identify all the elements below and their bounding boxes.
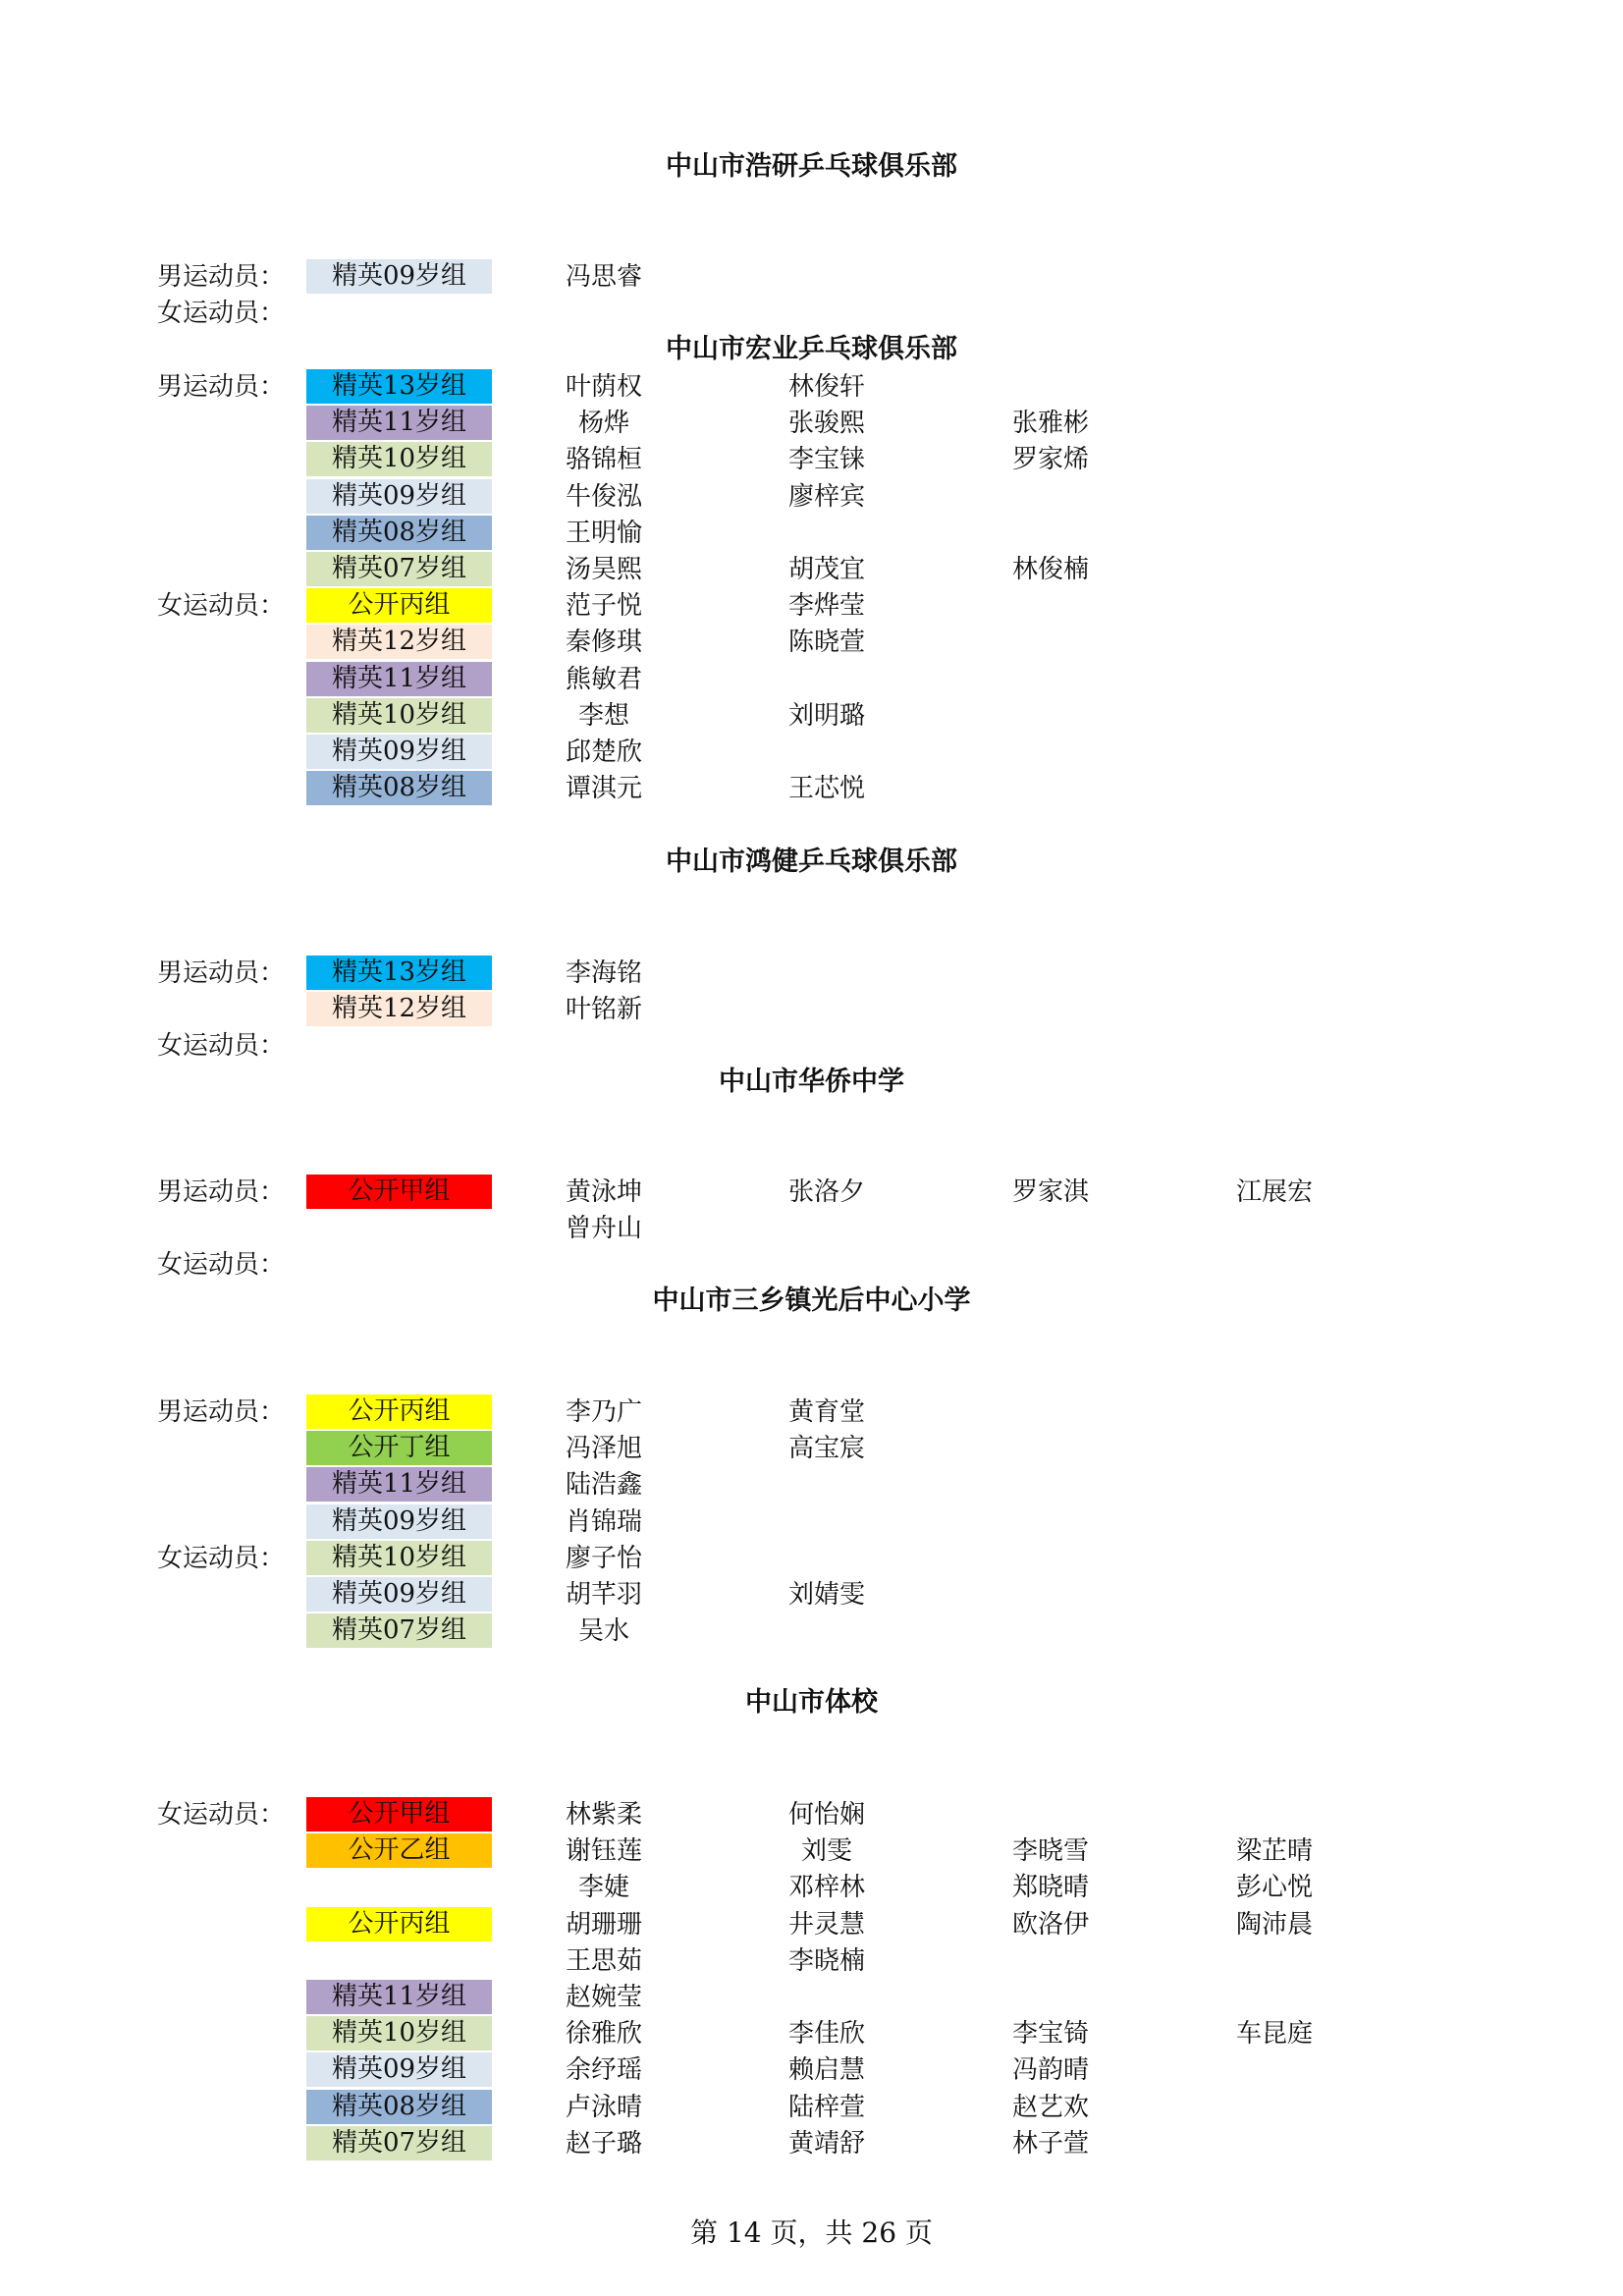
roster-row: [0, 1504, 1623, 1541]
roster-row: [0, 735, 1623, 771]
group-badge: 精英09岁组: [306, 1577, 492, 1612]
roster-row: [0, 259, 1623, 296]
athlete-name: 林紫柔: [565, 1800, 642, 1830]
group-badge: 精英13岁组: [306, 956, 492, 990]
athlete-name: 李晓楠: [787, 1946, 865, 1976]
athlete-name: 陆梓萱: [787, 2093, 865, 2122]
athlete-name: 徐雅欣: [565, 2019, 642, 2049]
group-badge: [306, 1247, 492, 1282]
gender-label: 男运动员：: [157, 262, 286, 292]
athlete-name: 彭心悦: [1235, 1873, 1313, 1902]
page-footer: 第 14 页，共 26 页: [690, 2216, 933, 2249]
club-title: 中山市华侨中学: [719, 1066, 904, 1097]
athlete-name: 李海铭: [565, 958, 642, 988]
gender-label: 男运动员：: [157, 1397, 286, 1427]
group-badge: 公开丙组: [306, 1907, 492, 1941]
club-title: 中山市体校: [745, 1687, 878, 1718]
roster-row: [0, 956, 1623, 992]
athlete-name: 熊敏君: [565, 665, 642, 694]
athlete-name: 李想: [577, 701, 629, 731]
athlete-name: 范子悦: [565, 591, 642, 621]
athlete-name: 胡芊羽: [565, 1580, 642, 1610]
athlete-name: 胡茂宜: [787, 555, 865, 584]
athlete-name: 卢泳晴: [565, 2093, 642, 2122]
athlete-name: 谭淇元: [565, 774, 642, 803]
athlete-name: 冯泽旭: [565, 1434, 642, 1463]
roster-row: [0, 1175, 1623, 1211]
athlete-name: 李婕: [577, 1873, 629, 1902]
athlete-name: 欧洛伊: [1011, 1910, 1089, 1940]
group-badge: 精英09岁组: [306, 1504, 492, 1539]
group-badge: [306, 296, 492, 330]
athlete-name: 陶沛晨: [1235, 1910, 1313, 1940]
athlete-name: 张洛夕: [787, 1177, 865, 1207]
athlete-name: 张雅彬: [1011, 409, 1089, 438]
group-badge: 公开丁组: [306, 1431, 492, 1465]
athlete-name: 廖梓宾: [787, 482, 865, 512]
athlete-name: 李晓雪: [1011, 1836, 1089, 1866]
roster-row: [0, 1907, 1623, 1943]
group-badge: 精英08岁组: [306, 771, 492, 805]
group-badge: 精英09岁组: [306, 479, 492, 514]
roster-row: [0, 442, 1623, 478]
group-badge: 精英10岁组: [306, 2016, 492, 2050]
club-title: 中山市宏业乒乓球俱乐部: [666, 334, 957, 364]
club-title: 中山市浩研乒乓球俱乐部: [666, 151, 957, 182]
athlete-name: 李宝锜: [1011, 2019, 1089, 2049]
athlete-name: 秦修琪: [565, 628, 642, 657]
athlete-name: 骆锦桓: [565, 445, 642, 474]
athlete-name: 刘明璐: [787, 701, 865, 731]
roster-row: [0, 992, 1623, 1028]
group-badge: 精英10岁组: [306, 698, 492, 733]
athlete-name: 谢钰莲: [565, 1836, 642, 1866]
gender-label: 男运动员：: [157, 958, 286, 988]
group-badge: 精英11岁组: [306, 1467, 492, 1502]
group-badge: 精英07岁组: [306, 2126, 492, 2160]
athlete-name: 黄育堂: [787, 1397, 865, 1427]
group-badge: 公开甲组: [306, 1175, 492, 1209]
group-badge: 精英10岁组: [306, 1541, 492, 1575]
roster-row: [0, 1247, 1623, 1284]
group-badge: 精英11岁组: [306, 662, 492, 696]
roster-row: [0, 2126, 1623, 2162]
roster-row: [0, 516, 1623, 552]
athlete-name: 陈晓萱: [787, 628, 865, 657]
athlete-name: 肖锦瑞: [565, 1507, 642, 1537]
athlete-name: 余纾瑶: [565, 2055, 642, 2085]
gender-label: 女运动员：: [157, 299, 286, 328]
roster-row: [0, 1613, 1623, 1650]
group-badge: 精英07岁组: [306, 1613, 492, 1648]
athlete-name: 井灵慧: [787, 1910, 865, 1940]
athlete-name: 杨烨: [577, 409, 629, 438]
roster-row: [0, 1577, 1623, 1613]
roster-row: [0, 625, 1623, 661]
group-badge: [306, 1211, 492, 1245]
roster-row: [0, 1833, 1623, 1870]
gender-label: 女运动员：: [157, 1031, 286, 1061]
athlete-name: 叶铭新: [565, 995, 642, 1024]
athlete-name: 江展宏: [1235, 1177, 1313, 1207]
roster-row: [0, 479, 1623, 516]
athlete-name: 李佳欣: [787, 2019, 865, 2049]
roster-row: [0, 552, 1623, 588]
athlete-name: 邱楚欣: [565, 738, 642, 767]
athlete-name: 陆浩鑫: [565, 1470, 642, 1500]
athlete-name: 张骏熙: [787, 409, 865, 438]
roster-row: [0, 1541, 1623, 1577]
group-badge: 精英10岁组: [306, 442, 492, 476]
group-badge: 精英12岁组: [306, 992, 492, 1026]
athlete-name: 刘婧雯: [787, 1580, 865, 1610]
athlete-name: 林俊轩: [787, 372, 865, 402]
group-badge: 精英11岁组: [306, 406, 492, 440]
gender-label: 女运动员：: [157, 1250, 286, 1280]
roster-row: [0, 2052, 1623, 2089]
roster-row: [0, 588, 1623, 625]
group-badge: 精英13岁组: [306, 369, 492, 404]
athlete-name: 何怡娴: [787, 1800, 865, 1830]
group-badge: [306, 1028, 492, 1063]
athlete-name: 林俊楠: [1011, 555, 1089, 584]
roster-row: [0, 1467, 1623, 1503]
roster-row: [0, 296, 1623, 332]
roster-row: [0, 698, 1623, 735]
roster-row: [0, 2016, 1623, 2052]
roster-row: [0, 1980, 1623, 2016]
athlete-name: 林子萱: [1011, 2129, 1089, 2159]
athlete-name: 王明愉: [565, 519, 642, 548]
roster-row: [0, 771, 1623, 807]
athlete-name: 李宝铼: [787, 445, 865, 474]
group-badge: 精英08岁组: [306, 2090, 492, 2124]
roster-row: [0, 1431, 1623, 1467]
athlete-name: 赵艺欢: [1011, 2093, 1089, 2122]
roster-row: [0, 662, 1623, 698]
athlete-name: 高宝宸: [787, 1434, 865, 1463]
roster-row: [0, 369, 1623, 406]
group-badge: 公开丙组: [306, 588, 492, 623]
group-badge: 公开甲组: [306, 1797, 492, 1831]
group-badge: 精英09岁组: [306, 259, 492, 294]
athlete-name: 罗家淇: [1011, 1177, 1089, 1207]
group-badge: 公开丙组: [306, 1394, 492, 1429]
group-badge: 精英11岁组: [306, 1980, 492, 2014]
gender-label: 男运动员：: [157, 372, 286, 402]
athlete-name: 罗家烯: [1011, 445, 1089, 474]
group-badge: 精英09岁组: [306, 735, 492, 769]
athlete-name: 冯韵晴: [1011, 2055, 1089, 2085]
athlete-name: 车昆庭: [1235, 2019, 1313, 2049]
gender-label: 女运动员：: [157, 1544, 286, 1573]
roster-row: [0, 1028, 1623, 1065]
athlete-name: 王思茹: [565, 1946, 642, 1976]
club-title: 中山市三乡镇光后中心小学: [652, 1285, 971, 1316]
athlete-name: 郑晓晴: [1011, 1873, 1089, 1902]
gender-label: 女运动员：: [157, 591, 286, 621]
group-badge: 精英07岁组: [306, 552, 492, 586]
gender-label: 女运动员：: [157, 1800, 286, 1830]
group-badge: 精英09岁组: [306, 2052, 492, 2087]
athlete-name: 刘雯: [800, 1836, 852, 1866]
club-title: 中山市鸿健乒乓球俱乐部: [666, 847, 957, 877]
gender-label: 男运动员：: [157, 1177, 286, 1207]
roster-row: [0, 1211, 1623, 1247]
athlete-name: 李烨莹: [787, 591, 865, 621]
athlete-name: 王芯悦: [787, 774, 865, 803]
athlete-name: 廖子怡: [565, 1544, 642, 1573]
roster-row: [0, 1943, 1623, 1980]
athlete-name: 胡珊珊: [565, 1910, 642, 1940]
athlete-name: 邓梓林: [787, 1873, 865, 1902]
athlete-name: 黄泳坤: [565, 1177, 642, 1207]
athlete-name: 赵子璐: [565, 2129, 642, 2159]
athlete-name: 叶荫权: [565, 372, 642, 402]
roster-row: [0, 2090, 1623, 2126]
athlete-name: 李乃广: [565, 1397, 642, 1427]
athlete-name: 汤昊熙: [565, 555, 642, 584]
roster-row: [0, 1394, 1623, 1431]
athlete-name: 梁芷晴: [1235, 1836, 1313, 1866]
group-badge: 公开乙组: [306, 1833, 492, 1868]
athlete-name: 吴水: [577, 1616, 629, 1646]
athlete-name: 赵婉莹: [565, 1983, 642, 2012]
group-badge: 精英12岁组: [306, 625, 492, 659]
athlete-name: 黄靖舒: [787, 2129, 865, 2159]
athlete-name: 曾舟山: [565, 1214, 642, 1243]
athlete-name: 赖启慧: [787, 2055, 865, 2085]
roster-row: [0, 1797, 1623, 1833]
group-badge: 精英08岁组: [306, 516, 492, 550]
athlete-name: 牛俊泓: [565, 482, 642, 512]
group-badge: [306, 1870, 492, 1904]
athlete-name: 冯思睿: [565, 262, 642, 292]
roster-row: [0, 1870, 1623, 1906]
roster-row: [0, 406, 1623, 442]
group-badge: [306, 1943, 492, 1978]
